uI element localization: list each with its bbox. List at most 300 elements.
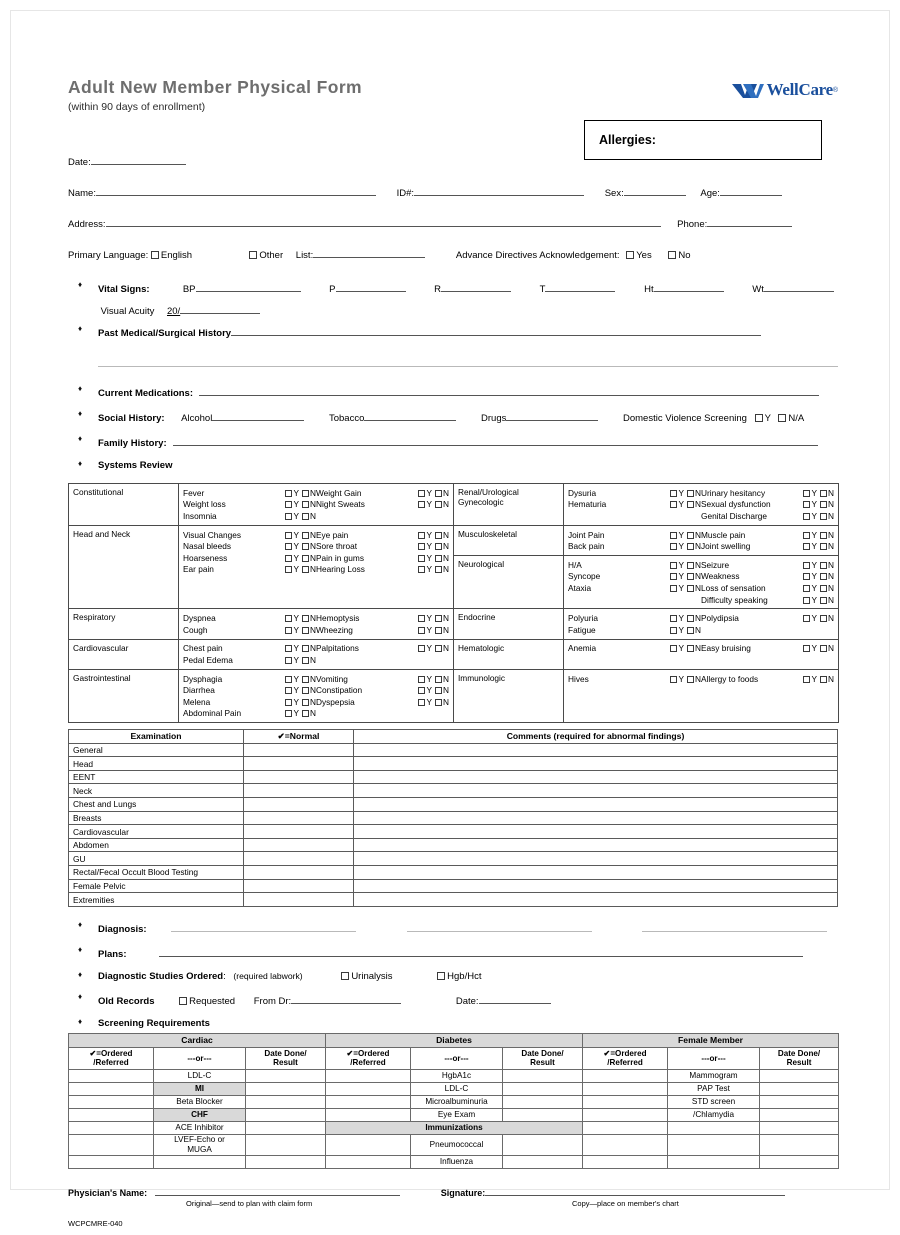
ros-symptom-label: Loss of sensation [701,582,766,593]
ros-yes-checkbox[interactable] [418,566,425,573]
family-history-input[interactable] [173,435,818,446]
ros-no-checkbox[interactable] [435,566,442,573]
examination-normal-cell[interactable] [244,811,354,825]
dv-na-label: N/A [788,413,805,424]
ros-no-checkbox[interactable] [687,532,694,539]
ros-no-checkbox[interactable] [687,615,694,622]
ros-symptom-label: Hearing Loss [316,564,365,575]
examination-comments-cell[interactable] [354,798,838,812]
ros-no-checkbox[interactable] [435,501,442,508]
ros-yes-checkbox[interactable] [285,657,292,664]
ros-no-checkbox[interactable] [820,513,827,520]
ros-yes-checkbox[interactable] [803,573,810,580]
ros-symptom-label: Insomnia [183,510,217,521]
logo-registered-icon: ® [832,86,838,94]
old-records-requested-checkbox[interactable] [179,997,187,1005]
ros-column-right: Weight Gain Y N Night Sweats Y N [316,487,449,510]
ros-symptom-label: Difficulty speaking [701,594,768,605]
past-medical-row [68,325,838,339]
ros-system-name: Musculoskeletal [454,525,564,555]
ros-yes-checkbox[interactable] [418,490,425,497]
screening-date-cell[interactable] [246,1108,326,1121]
ros-yes-checkbox[interactable] [285,687,292,694]
ros-symptom-label: Urinary hesitancy [701,487,766,498]
examination-row-label: Head [69,757,244,771]
ros-yes-checkbox[interactable] [418,699,425,706]
physician-name-input[interactable] [155,1185,400,1196]
ros-yes-checkbox[interactable] [285,615,292,622]
ros-symptom-label: Fatigue [568,624,596,635]
ros-no-checkbox[interactable] [435,687,442,694]
examination-row-label: Breasts [69,811,244,825]
screening-empty-cell [668,1134,760,1155]
comments-col-header: Comments (required for abnormal findings) [354,730,838,744]
examination-normal-cell[interactable] [244,798,354,812]
allergies-label: Allergies: [599,133,656,147]
ros-symptom-label: Genital Discharge [701,510,767,521]
logo-wordmark: WellCare [766,80,833,99]
vital-signs-label: Vital Signs: [98,284,150,295]
ht-label: Ht [644,284,654,295]
screening-ordered-cell[interactable] [583,1095,668,1108]
ros-symptom-label: Seizure [701,559,730,570]
urinalysis-label: Urinalysis [351,970,393,982]
ros-no-checkbox[interactable] [435,615,442,622]
ros-yes-checkbox[interactable] [418,532,425,539]
ros-no-checkbox[interactable] [435,699,442,706]
screening-item-label: Microalbuminuria [411,1095,503,1108]
screening-row [69,1095,839,1108]
examination-header-row [69,730,838,744]
ros-no-checkbox[interactable] [687,562,694,569]
ros-yes-checkbox[interactable] [285,645,292,652]
ros-no-checkbox[interactable] [687,676,694,683]
examination-row [69,893,838,907]
ros-column-left: Fever Y N Weight loss Y N Insomnia Y N [183,487,316,521]
ros-no-checkbox[interactable] [302,513,309,520]
ros-yes-checkbox[interactable] [670,562,677,569]
ros-yes-checkbox[interactable] [285,555,292,562]
ros-yes-checkbox[interactable] [670,615,677,622]
ros-symptom-label: Vomiting [316,673,348,684]
ros-yes-checkbox[interactable] [418,615,425,622]
ros-yes-checkbox[interactable] [418,501,425,508]
ros-symptom-label: Hoarseness [183,552,228,563]
ros-no-checkbox[interactable] [820,532,827,539]
screening-ordered-cell[interactable] [69,1108,154,1121]
screening-date-cell[interactable] [760,1082,839,1095]
ros-yes-checkbox[interactable] [285,699,292,706]
ros-system-name: Respiratory [69,609,179,639]
page-title: Adult New Member Physical Form [68,77,363,97]
name-input[interactable] [96,185,376,196]
screening-date-cell[interactable] [503,1069,583,1082]
wt-input[interactable] [764,281,834,292]
from-dr-input[interactable] [291,993,401,1004]
ros-yes-checkbox[interactable] [803,562,810,569]
ros-yes-checkbox[interactable] [285,513,292,520]
screening-empty-cell [246,1155,326,1168]
screening-requirements-label: Screening Requirements [98,1017,210,1029]
examination-row [69,743,838,757]
screening-ordered-cell[interactable] [326,1069,411,1082]
examination-normal-cell[interactable] [244,893,354,907]
ros-yes-checkbox[interactable] [418,555,425,562]
ros-yes-checkbox[interactable] [670,585,677,592]
old-records-date-label: Date: [455,995,479,1007]
examination-normal-cell[interactable] [244,866,354,880]
english-label: English [160,250,193,261]
address-input[interactable] [106,216,661,227]
ros-system-name: Renal/Urological Gynecologic [454,484,564,526]
ros-yes-checkbox[interactable] [418,687,425,694]
screening-date-cell[interactable] [503,1134,583,1155]
ros-yes-checkbox[interactable] [803,615,810,622]
screening-date-cell[interactable] [503,1108,583,1121]
ros-no-checkbox[interactable] [820,645,827,652]
current-medications-input[interactable] [199,385,819,396]
ros-yes-checkbox[interactable] [418,645,425,652]
ros-column-left: Anemia Y N [568,643,701,654]
ros-yes-checkbox[interactable] [670,532,677,539]
screening-date-cell[interactable] [246,1134,326,1155]
phone-input[interactable] [707,216,792,227]
screening-ordered-cell[interactable] [326,1095,411,1108]
ros-no-checkbox[interactable] [302,687,309,694]
ros-row [69,484,839,526]
current-medications-row [68,385,838,399]
examination-row [69,852,838,866]
alcohol-label: Alcohol [181,413,213,424]
normal-col-header: ✔=Normal [244,730,354,744]
screening-ordered-cell[interactable] [326,1082,411,1095]
advance-directives-no-checkbox[interactable] [668,251,676,259]
ros-column-right: Easy bruising Y N [701,643,834,654]
ros-yes-checkbox[interactable] [803,676,810,683]
ros-yes-checkbox[interactable] [418,543,425,550]
domestic-violence-y-checkbox[interactable] [755,414,763,422]
examination-normal-cell[interactable] [244,743,354,757]
ros-yes-checkbox[interactable] [670,490,677,497]
examination-normal-cell[interactable] [244,838,354,852]
screening-requirements-row [68,1018,838,1029]
plans-row [68,946,838,960]
t-input[interactable] [545,281,615,292]
ros-yes-checkbox[interactable] [803,597,810,604]
hgbhct-checkbox[interactable] [437,972,445,980]
ros-no-checkbox[interactable] [687,490,694,497]
ros-column-right: Muscle pain Y N Joint swelling Y N [701,529,834,552]
examination-row-label: Cardiovascular [69,825,244,839]
ros-no-checkbox[interactable] [820,501,827,508]
screening-date-cell[interactable] [760,1108,839,1121]
ros-yes-checkbox[interactable] [285,566,292,573]
old-records-date-input[interactable] [479,993,551,1004]
screening-ordered-cell[interactable] [69,1069,154,1082]
english-checkbox[interactable] [151,251,159,259]
diagnostic-studies-row [68,971,838,982]
drugs-label: Drugs [481,413,507,424]
past-medical-input[interactable] [231,325,761,336]
examination-row-label: Extremities [69,893,244,907]
ros-no-checkbox[interactable] [687,501,694,508]
ros-yes-checkbox[interactable] [285,543,292,550]
examination-row [69,784,838,798]
ros-no-checkbox[interactable] [820,585,827,592]
ros-yes-checkbox[interactable] [670,627,677,634]
allergies-box[interactable] [584,120,822,160]
ros-symptom-label: Dysuria [568,487,597,498]
examination-comments-cell[interactable] [354,825,838,839]
screening-row [69,1108,839,1121]
screening-empty-cell [69,1155,154,1168]
ros-no-checkbox[interactable] [687,645,694,652]
ros-symptom-label: Weight loss [183,499,226,510]
screening-ordered-cell[interactable] [326,1108,411,1121]
ros-no-checkbox[interactable] [820,615,827,622]
tobacco-input[interactable] [364,410,456,421]
screening-group-header: Female Member [583,1033,839,1047]
examination-row-label: GU [69,852,244,866]
ros-symptom-label: Pain in gums [316,552,364,563]
screening-ordered-cell[interactable] [326,1134,411,1155]
screening-item-label: PAP Test [668,1082,760,1095]
ros-symptom-label: Pedal Edema [183,654,233,665]
screening-date-cell[interactable] [503,1082,583,1095]
domestic-violence-na-checkbox[interactable] [778,414,786,422]
ros-no-checkbox[interactable] [302,532,309,539]
ros-no-checkbox[interactable] [302,490,309,497]
visual-acuity-input[interactable] [180,303,260,314]
age-input[interactable] [720,185,782,196]
ros-no-checkbox[interactable] [820,543,827,550]
list-label: List: [295,250,314,261]
ros-no-checkbox[interactable] [302,676,309,683]
examination-table [68,729,838,907]
examination-comments-cell[interactable] [354,757,838,771]
examination-normal-cell[interactable] [244,784,354,798]
examination-row-label: Chest and Lungs [69,798,244,812]
screening-date-cell[interactable] [246,1095,326,1108]
ros-no-checkbox[interactable] [302,710,309,717]
ros-symptom-label: Syncope [568,571,601,582]
ros-symptom-label: Night Sweats [316,499,365,510]
ros-symptom-label: Eye pain [316,529,349,540]
screening-date-cell[interactable] [503,1155,583,1168]
urinalysis-checkbox[interactable] [341,972,349,980]
examination-normal-cell[interactable] [244,879,354,893]
ros-column-left: H/A Y N Syncope Y N Ataxia Y N [568,559,701,593]
p-input[interactable] [336,281,406,292]
examination-comments-cell[interactable] [354,893,838,907]
advance-directives-yes-checkbox[interactable] [626,251,634,259]
ros-yes-checkbox[interactable] [803,490,810,497]
ros-no-checkbox[interactable] [435,532,442,539]
address-label: Address: [68,219,106,230]
ros-yes-checkbox[interactable] [285,710,292,717]
ros-yes-checkbox[interactable] [418,676,425,683]
screening-date-cell[interactable] [503,1095,583,1108]
ros-no-checkbox[interactable] [435,627,442,634]
sex-input[interactable] [624,185,686,196]
ros-no-checkbox[interactable] [820,562,827,569]
examination-row [69,757,838,771]
ros-yes-checkbox[interactable] [285,490,292,497]
ros-symptom-label: Weakness [701,571,740,582]
ros-yes-checkbox[interactable] [285,532,292,539]
screening-group-header: Diabetes [326,1033,583,1047]
screening-ordered-cell[interactable] [583,1082,668,1095]
signature-input[interactable] [485,1185,785,1196]
past-medical-input-2[interactable] [98,356,838,367]
ros-no-checkbox[interactable] [435,490,442,497]
screening-ordered-cell[interactable] [69,1095,154,1108]
old-records-row [68,993,838,1007]
ros-system-name: Head and Neck [69,525,179,609]
screening-ordered-cell[interactable] [69,1134,154,1155]
original-note: Original—send to plan with claim form [186,1198,313,1208]
ros-row [69,609,839,639]
p-label: P [329,284,336,295]
ros-yes-checkbox[interactable] [418,627,425,634]
ros-no-checkbox[interactable] [435,543,442,550]
ros-yes-checkbox[interactable] [670,573,677,580]
screening-date-cell[interactable] [246,1069,326,1082]
examination-comments-cell[interactable] [354,743,838,757]
screening-empty-cell [668,1121,760,1134]
systems-review-label: Systems Review [98,460,173,471]
ros-no-checkbox[interactable] [302,627,309,634]
ros-yes-checkbox[interactable] [803,543,810,550]
ros-yes-checkbox[interactable] [285,676,292,683]
ros-no-checkbox[interactable] [687,573,694,580]
screening-date-cell[interactable] [246,1121,326,1134]
screening-item-label: Eye Exam [411,1108,503,1121]
ros-system-symptoms [564,609,839,639]
ros-no-checkbox[interactable] [302,615,309,622]
ros-no-checkbox[interactable] [435,555,442,562]
examination-comments-cell[interactable] [354,838,838,852]
bp-input[interactable] [196,281,301,292]
ros-yes-checkbox[interactable] [670,645,677,652]
examination-comments-cell[interactable] [354,770,838,784]
examination-row [69,770,838,784]
ros-no-checkbox[interactable] [435,645,442,652]
ros-column-right: Allergy to foods Y N [701,673,834,684]
plans-input[interactable] [159,946,803,957]
ros-no-checkbox[interactable] [687,627,694,634]
examination-normal-cell[interactable] [244,757,354,771]
screening-ordered-cell[interactable] [69,1082,154,1095]
screening-ordered-cell[interactable] [583,1069,668,1082]
examination-col-header: Examination [69,730,244,744]
ros-yes-checkbox[interactable] [803,645,810,652]
diagnostic-studies-note: (required labwork) [233,970,303,981]
ros-symptom-label: Weight Gain [316,487,362,498]
ros-yes-checkbox[interactable] [285,627,292,634]
screening-ordered-cell[interactable] [583,1108,668,1121]
screening-ordered-cell[interactable] [326,1155,411,1168]
ros-no-checkbox[interactable] [435,676,442,683]
screening-or-header: ---or--- [411,1047,503,1069]
ros-column-right: Palpitations Y N [316,643,449,654]
examination-normal-cell[interactable] [244,852,354,866]
ros-no-checkbox[interactable] [302,543,309,550]
r-input[interactable] [441,281,511,292]
ros-no-checkbox[interactable] [687,585,694,592]
examination-comments-cell[interactable] [354,811,838,825]
ros-system-symptoms [564,484,839,526]
ros-yes-checkbox[interactable] [670,543,677,550]
screening-date-cell[interactable] [760,1095,839,1108]
ros-yes-checkbox[interactable] [803,585,810,592]
ros-no-checkbox[interactable] [302,501,309,508]
examination-comments-cell[interactable] [354,852,838,866]
other-language-checkbox[interactable] [249,251,257,259]
examination-comments-cell[interactable] [354,866,838,880]
ros-column-right: Seizure Y N Weakness Y N Loss of sensation Y N Difficulty speaking Y N [701,559,834,605]
ros-yes-checkbox[interactable] [803,513,810,520]
ros-yes-checkbox[interactable] [803,501,810,508]
diagnosis-input-3[interactable] [642,921,827,932]
examination-comments-cell[interactable] [354,784,838,798]
dv-y-label: Y [764,413,771,424]
screening-date-cell[interactable] [760,1069,839,1082]
diagnosis-input-1[interactable] [171,921,356,932]
form-sheet [68,78,838,1235]
ros-yes-checkbox[interactable] [285,501,292,508]
ros-symptom-label: Chest pain [183,643,223,654]
examination-normal-cell[interactable] [244,825,354,839]
date-label: Date: [68,157,91,168]
diagnosis-input-2[interactable] [407,921,592,932]
ros-no-checkbox[interactable] [820,597,827,604]
ros-row [69,669,839,722]
examination-normal-cell[interactable] [244,770,354,784]
ros-symptom-label: Anemia [568,643,597,654]
drugs-input[interactable] [506,410,598,421]
ros-no-checkbox[interactable] [820,490,827,497]
list-input[interactable] [313,247,425,258]
screening-empty-cell [760,1155,839,1168]
ros-symptom-label: Muscle pain [701,529,746,540]
date-input[interactable] [91,154,186,165]
ros-no-checkbox[interactable] [302,566,309,573]
screening-item-label: Mammogram [668,1069,760,1082]
ros-yes-checkbox[interactable] [670,676,677,683]
ros-no-checkbox[interactable] [820,676,827,683]
domestic-violence-label: Domestic Violence Screening [623,413,747,424]
ros-symptom-label: Wheezing [316,624,353,635]
ros-no-checkbox[interactable] [302,555,309,562]
examination-comments-cell[interactable] [354,879,838,893]
ros-yes-checkbox[interactable] [803,532,810,539]
screening-ordered-cell[interactable] [69,1121,154,1134]
ros-symptom-label: Fever [183,487,205,498]
ros-column-right: Vomiting Y N Constipation Y N Dyspepsia Y N [316,673,449,707]
ros-no-checkbox[interactable] [820,573,827,580]
ros-yes-checkbox[interactable] [670,501,677,508]
ros-no-checkbox[interactable] [302,645,309,652]
ht-input[interactable] [654,281,724,292]
alcohol-input[interactable] [212,410,304,421]
ros-system-symptoms [179,639,454,669]
ros-no-checkbox[interactable] [302,657,309,664]
ros-no-checkbox[interactable] [687,543,694,550]
screening-date-cell[interactable] [246,1082,326,1095]
ros-no-checkbox[interactable] [302,699,309,706]
id-input[interactable] [414,185,584,196]
